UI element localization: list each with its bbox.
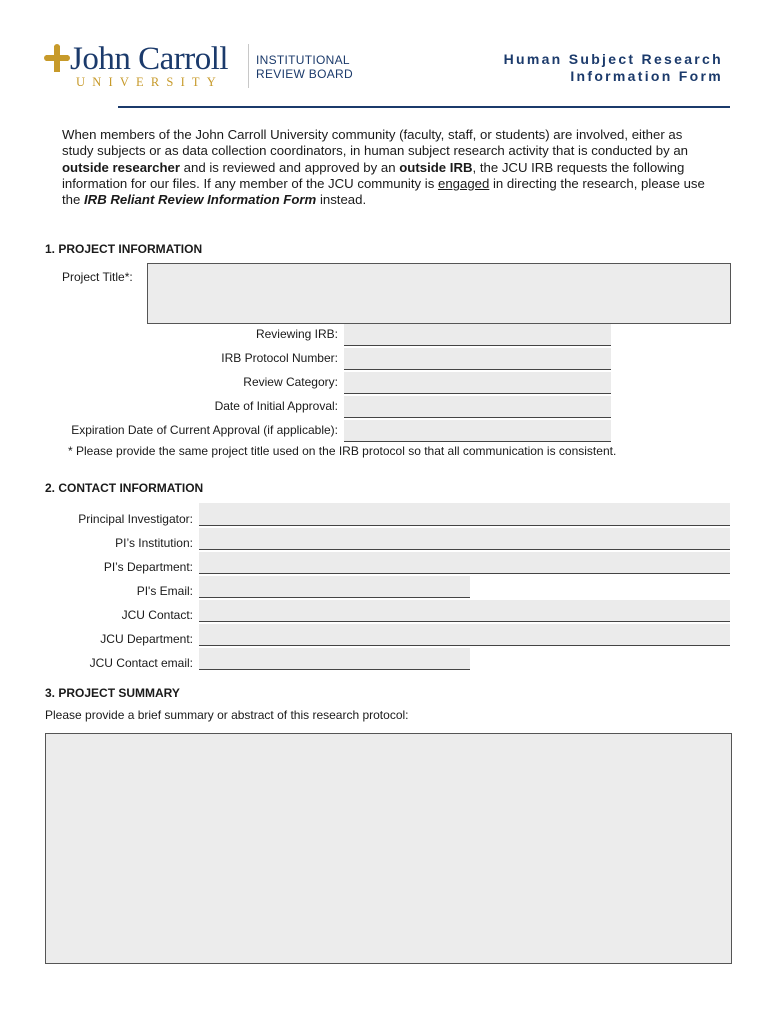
- section-heading-contact-info: 2. CONTACT INFORMATION: [45, 481, 204, 495]
- pi-institution-field[interactable]: [199, 528, 730, 549]
- logo-name: John Carroll: [70, 41, 229, 77]
- document-title-line1: Human Subject Research: [503, 51, 723, 67]
- pi-label: Principal Investigator:: [78, 512, 193, 526]
- intro-text: , the JCU IRB requests the following information for our files. If any member of the JCU community is: [62, 159, 685, 191]
- project-title-label: Project Title*:: [62, 270, 133, 284]
- intro-text: and is reviewed and approved by an: [180, 159, 400, 175]
- pi-line: [199, 525, 730, 526]
- pi-email-line: [199, 597, 470, 598]
- section-heading-project-summary: 3. PROJECT SUMMARY: [45, 686, 180, 700]
- jcu-email-label: JCU Contact email:: [89, 656, 193, 670]
- intro-text: in directing the research, please use the: [62, 175, 705, 208]
- intro-form-reference: IRB Reliant Review Information Form: [84, 192, 317, 208]
- review-category-label: Review Category:: [243, 375, 338, 389]
- pi-email-field[interactable]: [199, 576, 470, 597]
- project-title-note: * Please provide the same project title used on the IRB protocol so that all communication is consistent.: [68, 444, 617, 458]
- protocol-number-label: IRB Protocol Number:: [221, 351, 338, 365]
- intro-paragraph: [62, 127, 712, 208]
- initial-approval-line: [344, 417, 611, 418]
- jcu-department-field[interactable]: [199, 624, 730, 645]
- initial-approval-label: Date of Initial Approval:: [214, 399, 338, 413]
- jcu-contact-label: JCU Contact:: [121, 608, 193, 622]
- logo-divider: [248, 44, 249, 88]
- logo-university: UNIVERSITY: [76, 75, 223, 89]
- logo-irb-line2: REVIEW BOARD: [256, 67, 353, 81]
- review-category-field[interactable]: [344, 372, 611, 393]
- intro-bold-outside-irb: outside IRB: [399, 159, 473, 175]
- protocol-number-line: [344, 369, 611, 370]
- jcu-department-line: [199, 645, 730, 646]
- reviewing-irb-field[interactable]: [344, 324, 611, 345]
- pi-institution-label: PI’s Institution:: [115, 536, 193, 550]
- project-title-field[interactable]: [147, 263, 731, 324]
- jcu-department-label: JCU Department:: [100, 632, 193, 646]
- reviewing-irb-line: [344, 345, 611, 346]
- logo-irb: [256, 53, 353, 81]
- pi-email-label: PI's Email:: [136, 584, 193, 598]
- protocol-number-field[interactable]: [344, 348, 611, 369]
- intro-text: instead.: [316, 192, 367, 208]
- cross-icon: [44, 44, 70, 74]
- jcu-email-line: [199, 669, 470, 670]
- jcu-contact-line: [199, 621, 730, 622]
- section-heading-project-info: 1. PROJECT INFORMATION: [45, 242, 203, 256]
- jcu-email-field[interactable]: [199, 648, 470, 669]
- document-title-line2: Information Form: [570, 68, 723, 84]
- pi-field[interactable]: [199, 503, 730, 525]
- expiration-field[interactable]: [344, 420, 611, 441]
- pi-department-line: [199, 573, 730, 574]
- expiration-label: Expiration Date of Current Approval (if applicable):: [71, 423, 338, 437]
- reviewing-irb-label: Reviewing IRB:: [255, 327, 338, 341]
- expiration-line: [344, 441, 611, 442]
- jcu-contact-field[interactable]: [199, 600, 730, 621]
- intro-underline-engaged: engaged: [437, 175, 490, 191]
- intro-text: When members of the John Carroll University community (faculty, staff, or students) are involved, either as study subjects or as data collection coordinators, in human subject research activity that is conducted by an: [62, 127, 689, 159]
- summary-prompt: Please provide a brief summary or abstract of this research protocol:: [45, 708, 409, 722]
- logo-irb-line1: INSTITUTIONAL: [256, 53, 350, 67]
- jcu-logo: [44, 40, 364, 92]
- intro-bold-outside-researcher: outside researcher: [62, 159, 181, 175]
- pi-department-field[interactable]: [199, 552, 730, 573]
- initial-approval-field[interactable]: [344, 396, 611, 417]
- header-rule: [118, 106, 730, 108]
- document-title: [504, 51, 723, 85]
- pi-institution-line: [199, 549, 730, 550]
- pi-department-label: PI’s Department:: [103, 560, 193, 574]
- review-category-line: [344, 393, 611, 394]
- summary-field[interactable]: [45, 733, 732, 964]
